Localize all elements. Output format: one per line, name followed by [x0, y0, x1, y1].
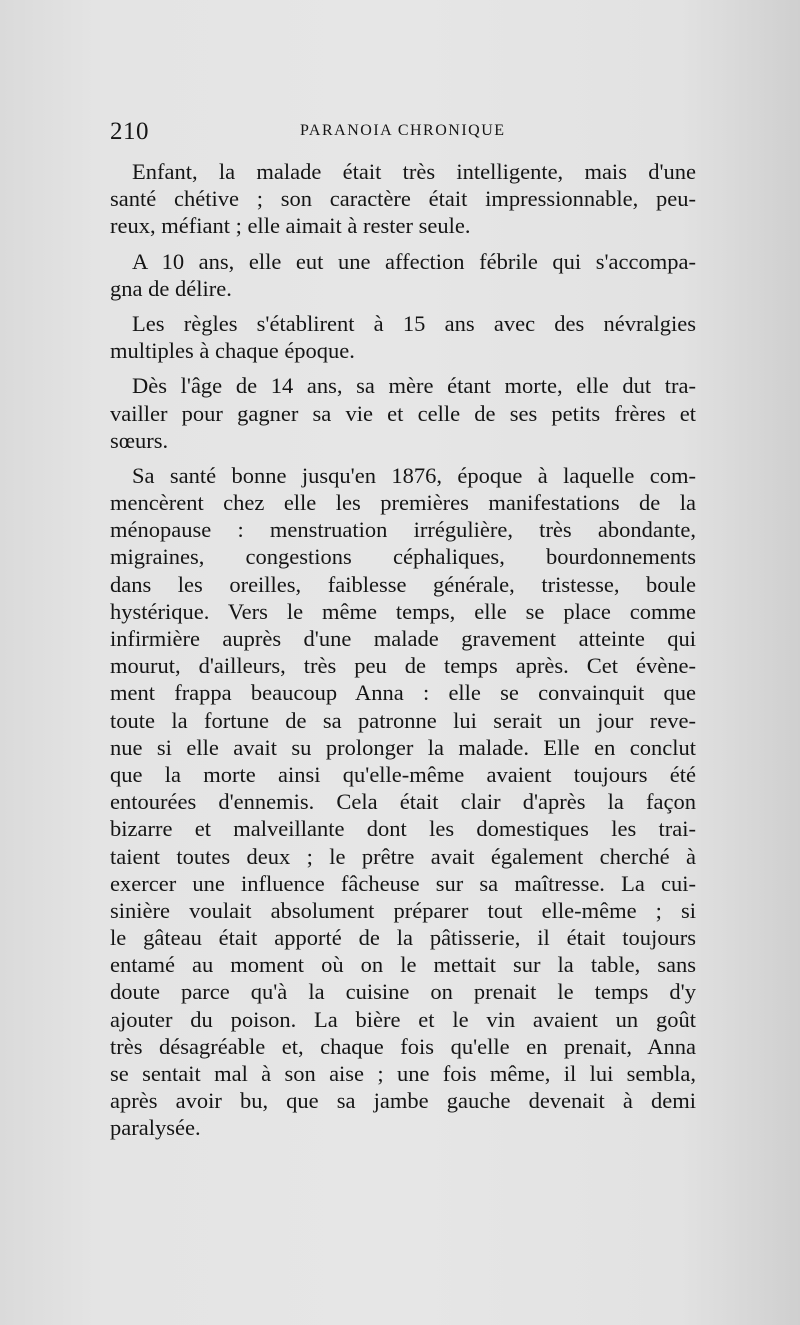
paragraph: [110, 310, 696, 364]
text-line: ajouter du poison. La bière et le vin avaient un goût: [110, 1006, 696, 1032]
text-line: doute parce qu'à la cuisine on prenait le temps d'y: [110, 979, 696, 1005]
text-line: entourées d'ennemis. Cela était clair d'après la façon: [110, 789, 696, 815]
text-line: toute la fortune de sa patronne lui serait un jour reve-: [110, 707, 696, 733]
text-line: mourut, d'ailleurs, très peu de temps après. Cet évène-: [110, 653, 696, 679]
text-line: Sa santé bonne jusqu'en 1876, époque à laquelle com-: [132, 462, 696, 488]
text-line: hystérique. Vers le même temps, elle se place comme: [110, 598, 696, 624]
page-number: 210: [110, 118, 149, 145]
text-line: sinière voulait absolument préparer tout elle-même ; si: [110, 897, 696, 923]
text-line: infirmière auprès d'une malade gravement atteinte qui: [110, 626, 696, 651]
text-line: santé chétive ; son caractère était impressionnable, peu-: [110, 186, 696, 212]
text-line: le gâteau était apporté de la pâtisserie, il était toujours: [110, 925, 696, 951]
paragraph: [110, 462, 696, 1142]
text-line: dans les oreilles, faiblesse générale, tristesse, boule: [110, 571, 696, 597]
text-line: sœurs.: [110, 427, 169, 453]
paragraph: [110, 248, 696, 302]
running-title: PARANOIA CHRONIQUE: [300, 122, 506, 139]
page-header: [110, 118, 690, 148]
text-line: multiples à chaque époque.: [110, 338, 355, 364]
text-line: migraines, congestions céphaliques, bourdonnements: [110, 544, 696, 570]
text-line: Les règles s'établirent à 15 ans avec des névralgies: [132, 310, 696, 336]
text-line: exercer une influence fâcheuse sur sa maîtresse. La cui-: [110, 870, 696, 896]
text-line: vailler pour gagner sa vie et celle de ses petits frères et: [110, 400, 696, 426]
text-line: A 10 ans, elle eut une affection fébrile qui s'accompa-: [132, 248, 696, 274]
body-text: [110, 158, 696, 1150]
text-line: gna de délire.: [110, 275, 232, 301]
text-line: se sentait mal à son aise ; une fois même, il lui sembla,: [110, 1061, 696, 1086]
text-line: bizarre et malveillante dont les domestiques les trai-: [110, 816, 696, 842]
text-line: taient toutes deux ; le prêtre avait également cherché à: [110, 843, 696, 869]
paragraph: [110, 372, 696, 454]
text-line: Dès l'âge de 14 ans, sa mère étant morte, elle dut tra-: [132, 373, 696, 399]
text-line: ménopause : menstruation irrégulière, très abondante,: [110, 517, 696, 543]
text-line: que la morte ainsi qu'elle-même avaient toujours été: [110, 761, 696, 787]
text-line: reux, méfiant ; elle aimait à rester seule.: [110, 213, 471, 239]
text-line: paralysée.: [110, 1115, 201, 1141]
paragraph: [110, 158, 696, 240]
text-line: entamé au moment où on le mettait sur la table, sans: [110, 952, 696, 978]
text-line: nue si elle avait su prolonger la malade. Elle en conclut: [110, 734, 696, 760]
text-line: ment frappa beaucoup Anna : elle se convainquit que: [110, 680, 696, 706]
text-line: mencèrent chez elle les premières manifestations de la: [110, 490, 696, 516]
text-line: après avoir bu, que sa jambe gauche devenait à demi: [110, 1088, 696, 1114]
text-line: Enfant, la malade était très intelligente, mais d'une: [132, 159, 696, 184]
text-line: très désagréable et, chaque fois qu'elle en prenait, Anna: [110, 1033, 696, 1059]
